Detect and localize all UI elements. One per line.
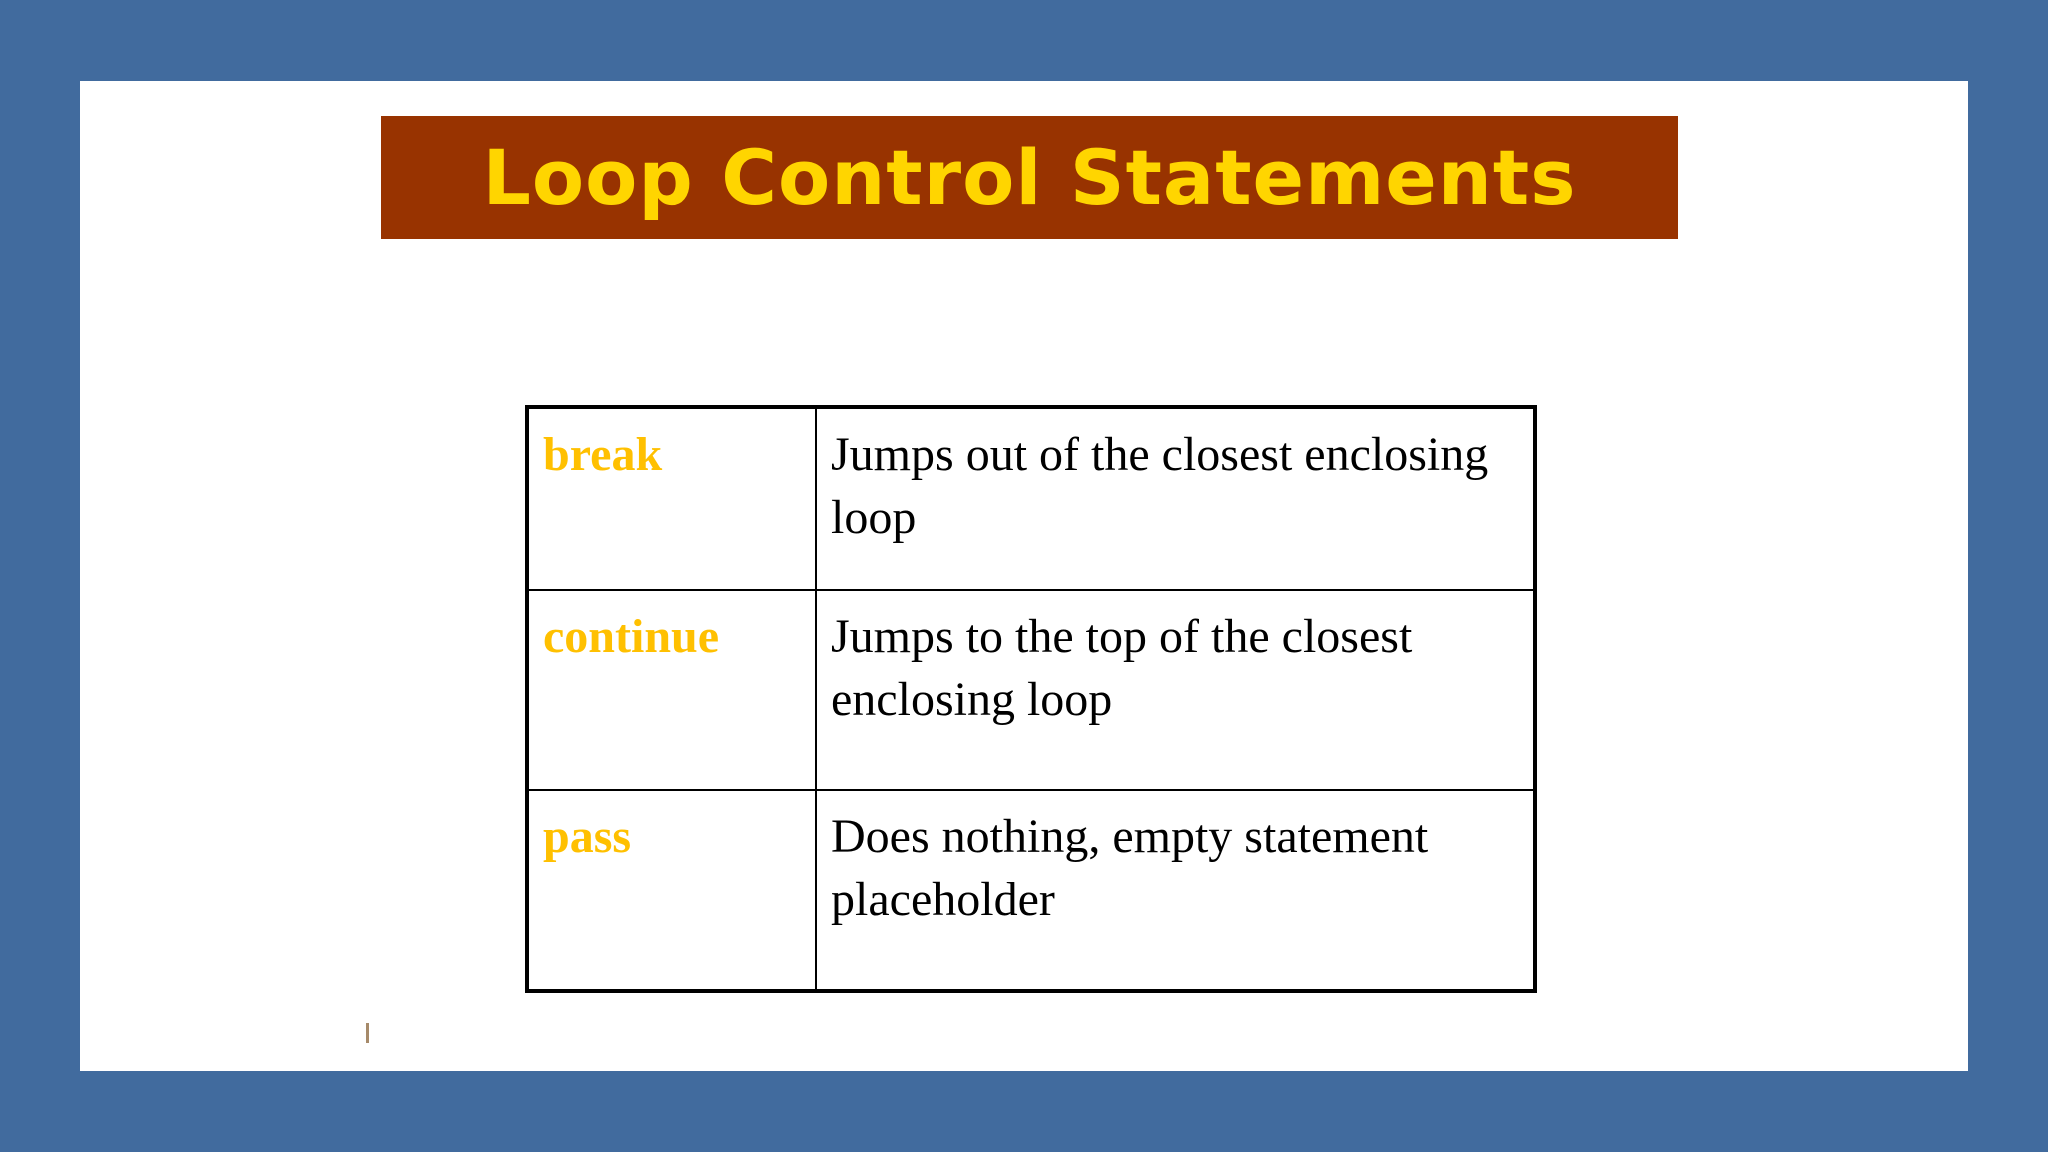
cursor-mark (366, 1023, 369, 1043)
table-row (527, 407, 1535, 590)
table-row (527, 790, 1535, 991)
table-row (527, 590, 1535, 790)
keyword-break: break (527, 407, 816, 590)
description-continue: Jumps to the top of the closest enclosing loop (816, 590, 1535, 790)
keyword-continue: continue (527, 590, 816, 790)
title-banner (381, 116, 1678, 239)
loop-control-table (525, 405, 1537, 993)
description-pass: Does nothing, empty statement placeholder (816, 790, 1535, 991)
keyword-pass: pass (527, 790, 816, 991)
description-break: Jumps out of the closest enclosing loop (816, 407, 1535, 590)
slide-title: Loop Control Statements (482, 132, 1577, 222)
